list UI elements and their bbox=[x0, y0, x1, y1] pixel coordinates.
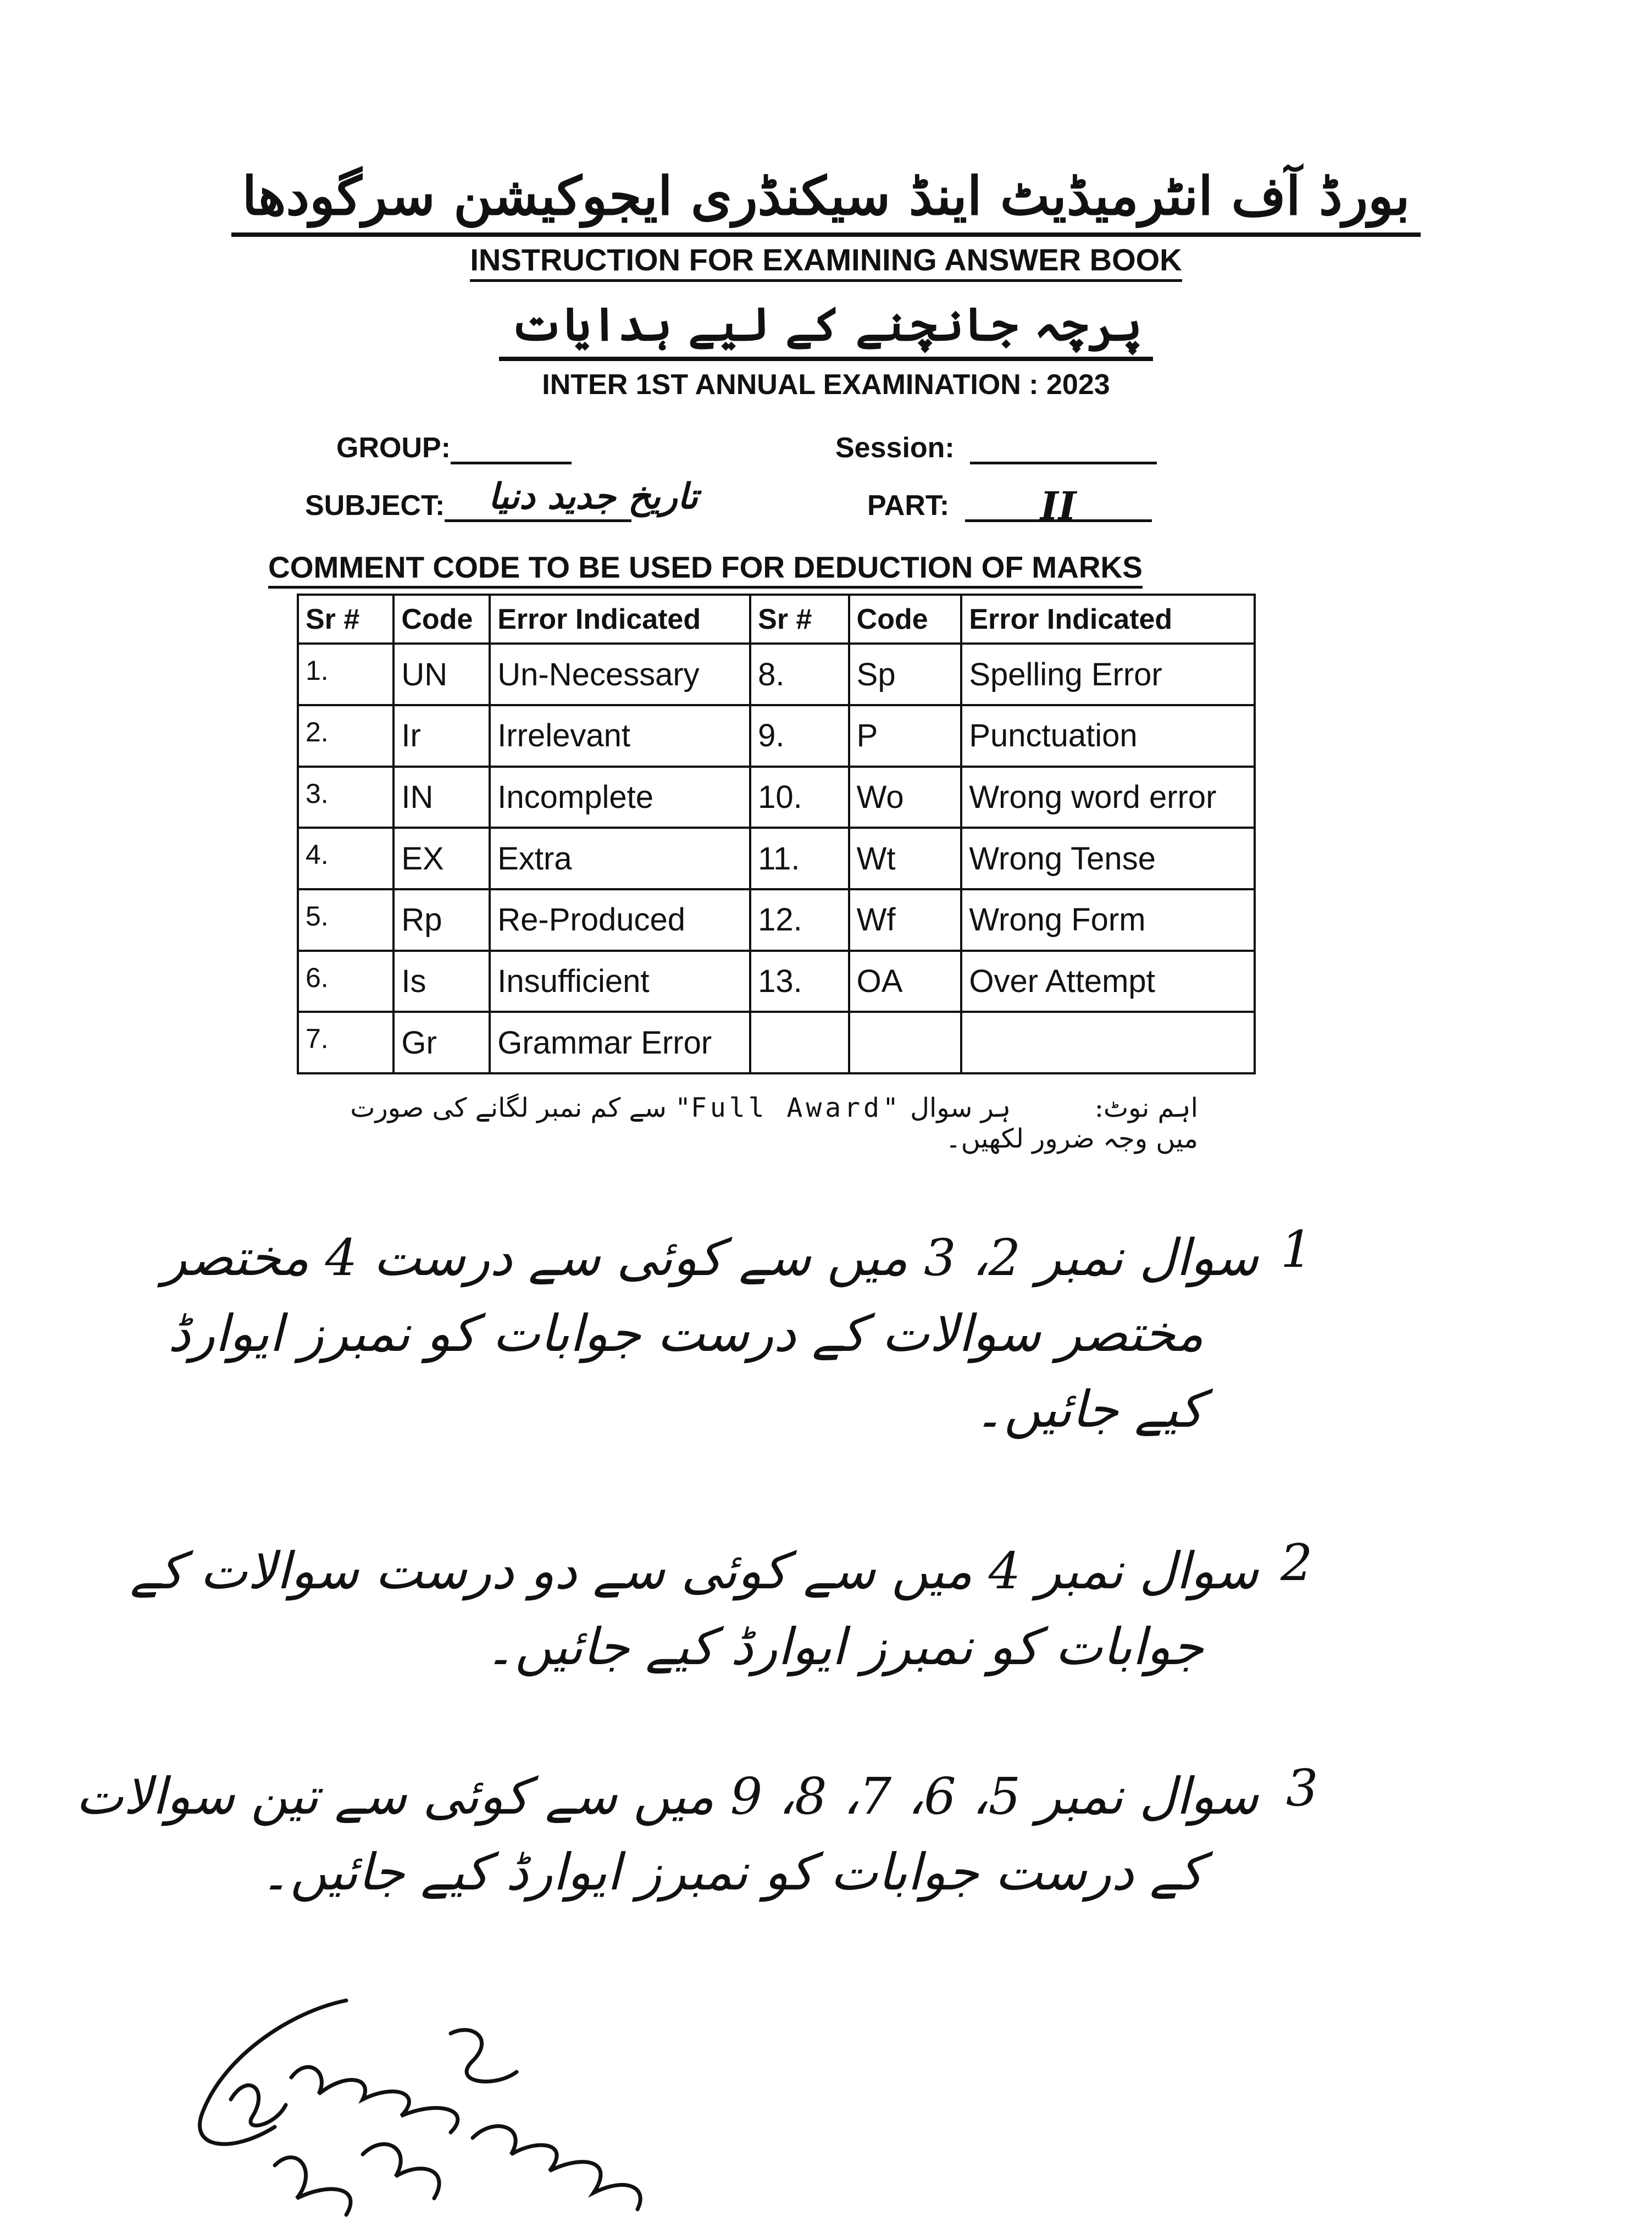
cell-code: IN bbox=[393, 767, 490, 828]
session-label: Session: bbox=[835, 432, 955, 464]
cell-sr: 8. bbox=[750, 644, 849, 705]
exam-name: INTER 1ST ANNUAL EXAMINATION : 2023 bbox=[542, 369, 1110, 401]
cell-sr: 7. bbox=[298, 1012, 393, 1073]
subject-label: SUBJECT: bbox=[305, 490, 445, 522]
instruction-number: 2 bbox=[1280, 1533, 1313, 1592]
table-row bbox=[298, 889, 1255, 951]
cell-sr: 1. bbox=[298, 644, 393, 705]
cell-code: Ir bbox=[393, 705, 490, 767]
part-value: II bbox=[1040, 483, 1077, 529]
cell-error: Grammar Error bbox=[490, 1012, 750, 1073]
signature bbox=[165, 1989, 659, 2231]
cell-error: Un-Necessary bbox=[490, 644, 750, 705]
subject-blank bbox=[445, 476, 699, 522]
cell-error: Wrong Form bbox=[961, 889, 1255, 951]
header-code: Code bbox=[393, 595, 490, 644]
document-title-urdu: پرچہ جانچنے کے لیے ہدایات bbox=[0, 297, 1652, 351]
cell-code bbox=[849, 1012, 962, 1073]
cell-sr: 4. bbox=[298, 828, 393, 889]
note-prefix: ہر سوال bbox=[910, 1093, 1011, 1123]
cell-code: P bbox=[849, 705, 962, 767]
part-label: PART: bbox=[867, 490, 950, 522]
cell-sr: 13. bbox=[750, 951, 849, 1012]
table-row bbox=[298, 828, 1255, 889]
instruction-line: کیے جائیں۔ bbox=[974, 1380, 1204, 1439]
header-error: Error Indicated bbox=[490, 595, 750, 644]
note-label: اہم نوٹ: bbox=[1094, 1093, 1198, 1123]
document-title: INSTRUCTION FOR EXAMINING ANSWER BOOK bbox=[0, 242, 1652, 278]
note-suffix: سے کم نمبر لگانے کی صورت میں وجہ ضرور لکھیں۔ bbox=[350, 1093, 1198, 1154]
instruction-line: مختصر سوالات کے درست جوابات کو نمبرز ایوارڈ bbox=[168, 1304, 1204, 1363]
cell-code: Gr bbox=[393, 1012, 490, 1073]
instruction-number: 3 bbox=[1286, 1759, 1318, 1817]
important-note bbox=[308, 1093, 1198, 1154]
cell-error bbox=[961, 1012, 1255, 1073]
subject-field bbox=[305, 476, 699, 522]
cell-error: Punctuation bbox=[961, 705, 1255, 767]
group-blank bbox=[451, 434, 572, 464]
table-row bbox=[298, 644, 1255, 705]
session-field bbox=[835, 431, 1157, 464]
cell-sr: 11. bbox=[750, 828, 849, 889]
header-sr: Sr # bbox=[298, 595, 393, 644]
cell-code: Wt bbox=[849, 828, 962, 889]
table-row bbox=[298, 767, 1255, 828]
cell-sr: 10. bbox=[750, 767, 849, 828]
cell-sr bbox=[750, 1012, 849, 1073]
cell-error: Spelling Error bbox=[961, 644, 1255, 705]
cell-sr: 9. bbox=[750, 705, 849, 767]
cell-code: Wf bbox=[849, 889, 962, 951]
cell-sr: 2. bbox=[298, 705, 393, 767]
cell-error: Extra bbox=[490, 828, 750, 889]
cell-code: UN bbox=[393, 644, 490, 705]
handwritten-instruction-2 bbox=[60, 1533, 1319, 1685]
cell-error: Re-Produced bbox=[490, 889, 750, 951]
handwritten-instruction-1 bbox=[77, 1220, 1330, 1448]
cell-sr: 5. bbox=[298, 889, 393, 951]
cell-error: Over Attempt bbox=[961, 951, 1255, 1012]
instruction-line: سوال نمبر 4 میں سے کوئی سے دو درست سوالات کے bbox=[130, 1542, 1259, 1600]
cell-code: Is bbox=[393, 951, 490, 1012]
cell-code: EX bbox=[393, 828, 490, 889]
instruction-line: جوابات کو نمبرز ایوارڈ کیے جائیں۔ bbox=[485, 1617, 1204, 1676]
session-blank bbox=[970, 434, 1157, 464]
instruction-line: سوال نمبر 2، 3 میں سے کوئی سے درست 4 مختصر bbox=[162, 1228, 1259, 1287]
subject-value: تاریخ جدید دنیا bbox=[488, 476, 699, 517]
part-blank bbox=[965, 483, 1152, 529]
cell-code: Wo bbox=[849, 767, 962, 828]
board-title-urdu: بورڈ آف انٹرمیڈیٹ اینڈ سیکنڈری ایجوکیشن سرگودھا bbox=[0, 165, 1652, 227]
cell-code: Sp bbox=[849, 644, 962, 705]
header-code: Code bbox=[849, 595, 962, 644]
note-full-award: "Full Award" bbox=[675, 1093, 902, 1123]
table-row bbox=[298, 951, 1255, 1012]
cell-code: Rp bbox=[393, 889, 490, 951]
instruction-number: 1 bbox=[1280, 1220, 1313, 1279]
cell-sr: 3. bbox=[298, 767, 393, 828]
table-row bbox=[298, 705, 1255, 767]
cell-error: Insufficient bbox=[490, 951, 750, 1012]
table-header-row bbox=[298, 595, 1255, 644]
group-field bbox=[336, 431, 572, 464]
instruction-line: سوال نمبر 5، 6، 7، 8، 9 میں سے کوئی سے تین سوالات bbox=[75, 1767, 1259, 1826]
cell-sr: 12. bbox=[750, 889, 849, 951]
part-field bbox=[867, 483, 1152, 529]
comment-code-table bbox=[297, 594, 1256, 1074]
cell-error: Incomplete bbox=[490, 767, 750, 828]
header-error: Error Indicated bbox=[961, 595, 1255, 644]
handwritten-instruction-3 bbox=[60, 1759, 1319, 1910]
cell-error: Wrong Tense bbox=[961, 828, 1255, 889]
cell-error: Wrong word error bbox=[961, 767, 1255, 828]
instruction-line: کے درست جوابات کو نمبرز ایوارڈ کیے جائیں۔ bbox=[260, 1843, 1204, 1902]
cell-error: Irrelevant bbox=[490, 705, 750, 767]
header-sr: Sr # bbox=[750, 595, 849, 644]
cell-sr: 6. bbox=[298, 951, 393, 1012]
cell-code: OA bbox=[849, 951, 962, 1012]
comment-heading: COMMENT CODE TO BE USED FOR DEDUCTION OF MARKS bbox=[268, 550, 1143, 589]
group-label: GROUP: bbox=[336, 432, 451, 464]
table-row bbox=[298, 1012, 1255, 1073]
